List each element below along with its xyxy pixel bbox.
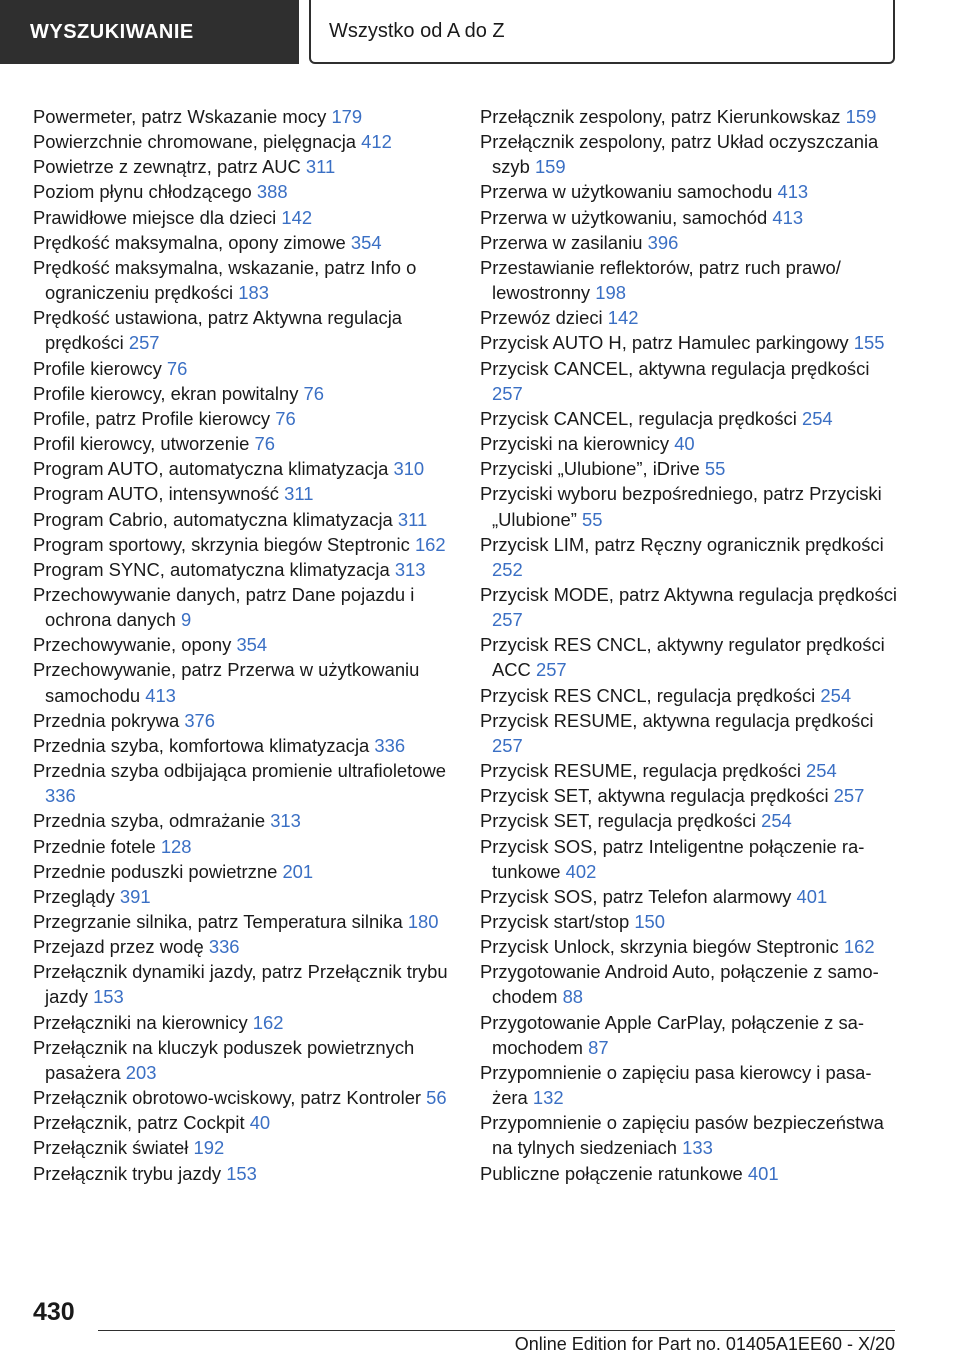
index-entry [480, 330, 900, 355]
index-entry-text: Przycisk SOS, patrz Telefon alarmowy [480, 885, 792, 907]
index-page-link[interactable]: 257 [492, 382, 523, 404]
index-column-right [480, 104, 900, 1186]
index-entry [33, 1085, 453, 1110]
index-page-link[interactable]: 376 [184, 709, 215, 731]
index-entry-text: Przełącznik obrotowo-wciskowy, patrz Kontroler [33, 1087, 422, 1109]
index-entry [480, 305, 900, 330]
index-entry-text: Prawidłowe miejsce dla dzieci [33, 206, 277, 228]
index-entry-text: Program AUTO, intensywność [33, 483, 279, 505]
index-entry [33, 884, 453, 909]
index-page-link[interactable]: 388 [256, 181, 288, 203]
index-page-link[interactable]: 128 [160, 835, 192, 857]
index-entry-text: Przechowywanie, opony [33, 634, 232, 656]
index-entry [480, 1010, 900, 1060]
index-entry [480, 230, 900, 255]
index-page-link[interactable]: 311 [305, 156, 336, 178]
index-entry [33, 733, 453, 758]
index-entry [33, 481, 453, 506]
index-page-link[interactable]: 391 [119, 885, 151, 907]
index-entry [480, 1060, 900, 1110]
index-entry-text: Prędkość ustawiona, patrz Aktywna regulacja prędkości [33, 307, 403, 354]
index-entry [33, 255, 453, 305]
index-entry [33, 834, 453, 859]
index-page-link[interactable]: 257 [128, 332, 160, 354]
index-entry-text: Przycisk AUTO H, patrz Hamulec parkingowy [480, 332, 849, 354]
index-page-link[interactable]: 55 [581, 508, 603, 530]
index-entry-text: Przycisk CANCEL, aktywna regulacja prędkości [480, 357, 870, 379]
index-entry-text: Przycisk Unlock, skrzynia biegów Steptronic [480, 936, 839, 958]
index-entry-text: Przednia szyba, odmrażanie [33, 810, 266, 832]
index-entry-text: Przycisk RESUME, aktywna regulacja prędkości [480, 709, 874, 731]
index-page-link[interactable]: 336 [45, 785, 76, 807]
index-entry-text: Przerwa w użytkowaniu, samochód [480, 206, 768, 228]
index-entry [33, 305, 453, 355]
index-entry-text: Przełącznik trybu jazdy [33, 1162, 222, 1184]
index-entry-text: Profile kierowcy, ekran powitalny [33, 382, 299, 404]
index-entry [33, 632, 453, 657]
chapter-title: Wszystko od A do Z [309, 0, 895, 64]
index-entry [33, 179, 453, 204]
page-number: 430 [33, 1298, 75, 1326]
index-page-link[interactable]: 87 [588, 1036, 609, 1058]
index-entry-text: Przerwa w zasilaniu [480, 231, 643, 253]
index-entry [480, 532, 900, 582]
index-page-link[interactable]: 56 [426, 1087, 447, 1109]
index-page-link[interactable]: 150 [634, 911, 666, 932]
index-entry-text: Profile, patrz Profile kierowcy [33, 407, 271, 429]
index-page-link[interactable]: 254 [820, 684, 852, 706]
index-entry [480, 179, 900, 204]
index-entry [480, 834, 900, 884]
index-page-link[interactable]: 402 [565, 860, 597, 882]
index-entry-text: Przypomnienie o zapięciu pasa kierowcy i pasażera [480, 1061, 872, 1109]
index-entry [480, 708, 900, 758]
index-entry [33, 934, 453, 959]
index-entry-text: Przegrzanie silnika, patrz Temperatura silnika [33, 911, 403, 932]
index-entry [33, 582, 453, 632]
index-entry-text: Przygotowanie Android Auto, połączenie z samochodem [480, 961, 879, 1008]
index-page-link[interactable]: 396 [647, 231, 679, 253]
index-page-link[interactable]: 162 [252, 1011, 284, 1033]
index-entry [33, 959, 453, 1009]
index-page-link[interactable]: 76 [254, 433, 275, 455]
index-entry [480, 1161, 900, 1186]
index-entry [33, 356, 453, 381]
index-page-link[interactable]: 40 [249, 1112, 271, 1134]
index-entry [33, 808, 453, 833]
index-page-link[interactable]: 412 [361, 131, 392, 153]
index-entry [33, 532, 453, 557]
index-entry [33, 1161, 453, 1186]
index-page-link[interactable]: 254 [761, 810, 792, 832]
index-entry-text: Przewóz dzieci [480, 307, 603, 329]
index-entry [33, 154, 453, 179]
index-entry [480, 582, 900, 632]
index-entry-text: Przycisk RES CNCL, regulacja prędkości [480, 684, 816, 706]
index-entry [480, 683, 900, 708]
index-entry-text: Powietrze z zewnątrz, patrz AUC [33, 156, 301, 178]
index-entry-text: Prędkość maksymalna, wskazanie, patrz Info o ograniczeniu prędkości [33, 256, 417, 304]
index-page-link[interactable]: 401 [796, 885, 828, 907]
index-entry [480, 356, 900, 406]
index-entry-text: Przycisk CANCEL, regulacja prędkości [480, 407, 797, 429]
index-entry [480, 129, 900, 179]
index-page-link[interactable]: 162 [414, 533, 446, 555]
index-entry [480, 104, 900, 129]
index-entry [480, 255, 900, 305]
index-page-link[interactable]: 311 [284, 483, 314, 505]
index-page-link[interactable]: 254 [806, 760, 837, 782]
index-entry-text: Program SYNC, automatyczna klimatyzacja [33, 558, 390, 580]
index-page-link[interactable]: 198 [595, 282, 626, 304]
index-entry-text: Przełącznik świateł [33, 1137, 189, 1159]
index-entry-text: Przechowywanie danych, patrz Dane pojazdu i ochrona danych [33, 583, 415, 631]
index-page-link[interactable]: 142 [281, 206, 313, 228]
index-page-link[interactable]: 133 [682, 1137, 713, 1159]
index-entry [480, 808, 900, 833]
index-entry-text: Przełącznik zespolony, patrz Kierunkowskaz [480, 106, 841, 127]
index-entry-text: Prędkość maksymalna, opony zimowe [33, 231, 346, 253]
index-page-link[interactable]: 153 [93, 986, 124, 1008]
index-page-link[interactable]: 179 [331, 106, 363, 127]
index-entry-text: Profile kierowcy [33, 357, 162, 379]
index-page-link[interactable]: 88 [562, 986, 584, 1008]
index-entry [480, 632, 900, 682]
index-entry-text: Przycisk SOS, patrz Inteligentne połączenie ratunkowe [480, 835, 865, 882]
index-entry-text: Przejazd przez wodę [33, 936, 204, 958]
index-page-link[interactable]: 9 [181, 609, 192, 631]
index-page-link[interactable]: 254 [801, 407, 833, 429]
index-page-link[interactable]: 311 [397, 508, 428, 530]
index-page-link[interactable]: 252 [492, 558, 523, 580]
index-page-link[interactable]: 162 [843, 936, 875, 958]
index-entry-text: Przednia szyba odbijająca promienie ultrafioletowe [33, 760, 446, 782]
index-page-link[interactable]: 257 [492, 609, 523, 631]
index-column-left [33, 104, 453, 1186]
index-entry-text: Przycisk LIM, patrz Ręczny ogranicznik prędkości [480, 533, 884, 555]
index-page-link[interactable]: 313 [394, 558, 426, 580]
index-entry [33, 507, 453, 532]
index-entry-text: Przednie poduszki powietrzne [33, 860, 278, 882]
index-page-link[interactable]: 155 [853, 332, 885, 354]
index-entry [480, 1110, 900, 1160]
index-page-link[interactable]: 257 [535, 659, 567, 681]
index-page-link[interactable]: 354 [350, 231, 382, 253]
index-entry-text: Przypomnienie o zapięciu pasów bezpieczeństwa na tylnych siedzeniach [480, 1112, 884, 1159]
index-page-link[interactable]: 201 [282, 860, 314, 882]
index-page-link[interactable]: 76 [166, 357, 188, 379]
index-entry-text: Przednia szyba, komfortowa klimatyzacja [33, 734, 370, 756]
index-entry [480, 934, 900, 959]
index-page-link[interactable]: 413 [145, 684, 176, 706]
index-page-link[interactable]: 159 [534, 156, 566, 178]
index-entry [33, 758, 453, 808]
index-page-link[interactable]: 159 [845, 106, 877, 127]
index-page-link[interactable]: 40 [674, 433, 695, 455]
index-page-link[interactable]: 413 [772, 206, 804, 228]
index-entry [480, 909, 900, 934]
index-entry-text: Profil kierowcy, utworzenie [33, 433, 250, 455]
index-entry [33, 657, 453, 707]
index-entry-text: Przeglądy [33, 885, 115, 907]
index-entry [33, 406, 453, 431]
index-entry-text: Przełączniki na kierownicy [33, 1011, 248, 1033]
index-entry-text: Przełącznik na kluczyk poduszek powietrznych pasażera [33, 1036, 415, 1083]
index-entry [480, 758, 900, 783]
index-entry [33, 456, 453, 481]
index-page-link[interactable]: 142 [607, 307, 639, 329]
index-page-link[interactable]: 336 [374, 734, 406, 756]
index-entry-text: Przednie fotele [33, 835, 156, 857]
index-entry [33, 1135, 453, 1160]
index-entry [33, 909, 453, 934]
index-entry-text: Program sportowy, skrzynia biegów Steptronic [33, 533, 410, 555]
section-tab[interactable]: WYSZUKIWANIE [0, 0, 299, 64]
index-entry-text: Przycisk SET, aktywna regulacja prędkości [480, 785, 829, 807]
index-page-link[interactable]: 203 [125, 1061, 157, 1083]
index-entry-text: Przerwa w użytkowaniu samochodu [480, 181, 773, 203]
index-entry-text: Przestawianie reflektorów, patrz ruch prawo/ lewostronny [480, 256, 841, 304]
index-page-link[interactable]: 257 [492, 734, 523, 756]
index-entry-text: Przełącznik, patrz Cockpit [33, 1112, 245, 1134]
index-entry [33, 708, 453, 733]
index-entry [33, 859, 453, 884]
index-page-link[interactable]: 153 [226, 1162, 257, 1184]
index-entry [33, 1010, 453, 1035]
index-page-link[interactable]: 192 [193, 1137, 225, 1159]
index-page-link[interactable]: 132 [532, 1087, 564, 1109]
index-entry-text: Przednia pokrywa [33, 709, 180, 731]
index-entry [480, 959, 900, 1009]
index-page-link[interactable]: 257 [833, 785, 865, 807]
index-entry-text: Przyciski wyboru bezpośredniego, patrz Przyciski „Ulubione” [480, 483, 882, 530]
index-entry-text: Przycisk SET, regulacja prędkości [480, 810, 756, 832]
index-entry-text: Program AUTO, automatyczna klimatyzacja [33, 458, 389, 480]
index-entry [33, 557, 453, 582]
index-page-link[interactable]: 76 [303, 382, 325, 404]
page-header [0, 0, 960, 64]
edition-footer: Online Edition for Part no. 01405A1EE60 - X/20 [514, 1334, 895, 1354]
index-entry [33, 431, 453, 456]
index-entry-text: Program Cabrio, automatyczna klimatyzacja [33, 508, 393, 530]
index-entry [33, 205, 453, 230]
index-entry [33, 129, 453, 154]
index-entry [33, 381, 453, 406]
index-entry [480, 406, 900, 431]
index-entry [480, 431, 900, 456]
index-entry-text: Publiczne połączenie ratunkowe [480, 1162, 743, 1184]
index-page-link[interactable]: 401 [747, 1162, 779, 1184]
footer-divider [98, 1330, 895, 1331]
index-page-link[interactable]: 180 [407, 911, 439, 932]
index-page-link[interactable]: 183 [238, 282, 269, 304]
index-entry-text: Poziom płynu chłodzącego [33, 181, 252, 203]
index-page-link[interactable]: 310 [393, 458, 425, 480]
index-page-link[interactable]: 354 [236, 634, 268, 656]
index-entry [480, 205, 900, 230]
index-entry-text: Przycisk RES CNCL, aktywny regulator prędkości ACC [480, 634, 885, 681]
index-page-link[interactable]: 55 [704, 458, 726, 480]
index-entry-text: Przyciski „Ulubione”, iDrive [480, 458, 700, 480]
index-entry [480, 783, 900, 808]
index-entry [33, 1035, 453, 1085]
index-entry [33, 230, 453, 255]
index-page-link[interactable]: 313 [270, 810, 301, 832]
index-entry [480, 884, 900, 909]
index-entry-text: Powermeter, patrz Wskazanie mocy [33, 106, 327, 127]
index-entry-text: Przycisk RESUME, regulacja prędkości [480, 760, 801, 782]
index-page-link[interactable]: 76 [275, 407, 296, 429]
index-entry-text: Powierzchnie chromowane, pielęgnacja [33, 131, 357, 153]
index-entry-text: Przechowywanie, patrz Przerwa w użytkowaniu samochodu [33, 659, 420, 706]
index-entry-text: Przygotowanie Apple CarPlay, połączenie z samochodem [480, 1011, 865, 1058]
index-page-link[interactable]: 336 [208, 936, 240, 958]
index-entry [480, 481, 900, 531]
index-entry [33, 1110, 453, 1135]
index-entry-text: Przycisk MODE, patrz Aktywna regulacja prędkości [480, 583, 897, 605]
index-entry [480, 456, 900, 481]
index-entry-text: Przełącznik zespolony, patrz Układ oczyszczania szyb [480, 131, 879, 178]
index-entry-text: Przyciski na kierownicy [480, 433, 670, 455]
index-entry [33, 104, 453, 129]
index-entry-text: Przełącznik dynamiki jazdy, patrz Przełącznik trybu jazdy [33, 961, 448, 1008]
index-entry-text: Przycisk start/stop [480, 911, 630, 932]
index-page-link[interactable]: 413 [777, 181, 809, 203]
